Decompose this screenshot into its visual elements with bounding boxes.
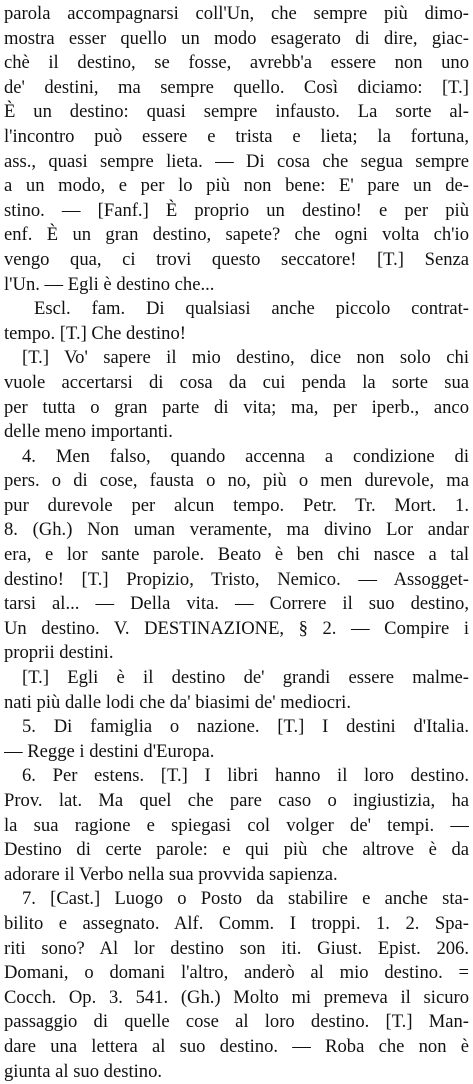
text-line: delle meno importanti.: [4, 421, 173, 443]
text-line: de' destini, ma sempre quello. Così diciamo: [T.]: [4, 76, 469, 98]
text-line: proprii destini.: [4, 642, 114, 664]
text-line: a un modo, e per lo più non bene: E' pare un de-: [4, 175, 469, 197]
text-line: Escl. fam. Di qualsiasi anche piccolo contrat-: [34, 298, 469, 320]
text-line: per tutta o gran parte di vita; ma, per iperb., anco: [4, 396, 469, 418]
text-line: [T.] Vo' sapere il mio destino, dice non solo chi: [22, 347, 469, 369]
text-line: vuole accertarsi di cosa da cui penda la sorte sua: [4, 371, 469, 393]
text-line: tarsi al... — Della vita. — Correre il suo destino,: [4, 593, 469, 615]
text-line: — Regge i destini d'Europa.: [4, 740, 215, 762]
text-line: adorare il Verbo nella sua provvida sapienza.: [4, 863, 338, 885]
text-line: vengo qua, ci trovi questo seccatore! [T.] Senza: [4, 248, 469, 270]
text-line: ass., quasi sempre lieta. — Di cosa che segua sempre: [4, 150, 469, 172]
text-line: l'incontro può essere e trista e lieta; la fortuna,: [4, 125, 469, 147]
text-line: giunta al suo destino.: [4, 1060, 163, 1082]
text-line: parola accompagnarsi coll'Un, che sempre più dimo-: [4, 3, 469, 24]
text-line: 6. Per estens. [T.] I libri hanno il loro destino.: [22, 765, 469, 787]
text-line: Cocch. Op. 3. 541. (Gh.) Molto mi premeva il sicuro: [4, 986, 469, 1008]
text-line: 8. (Gh.) Non uman veramente, ma divino Lor andar: [4, 519, 469, 541]
text-line: pur durevole per alcun tempo. Petr. Tr. Mort. 1.: [4, 494, 469, 516]
text-line: passaggio di quelle cose al loro destino. [T.] Man-: [4, 1011, 469, 1033]
text-line: 4. Men falso, quando accenna a condizione di: [22, 445, 469, 467]
text-line: l'Un. — Egli è destino che...: [4, 273, 215, 295]
dictionary-entry-page: [4, 2, 469, 1082]
text-line: tempo. [T.] Che destino!: [4, 322, 186, 344]
text-line: [T.] Egli è il destino de' grandi essere malme-: [22, 667, 469, 689]
text-line: Un destino. V. DESTINAZIONE, § 2. — Compire i: [4, 617, 469, 639]
text-line: Prov. lat. Ma quel che pare caso o ingiustizia, ha: [4, 790, 469, 811]
text-line: chè il destino, se fosse, avrebb'a essere non uno: [4, 52, 469, 74]
text-line: mostra esser quello un modo esagerato di dire, giac-: [4, 27, 469, 49]
text-line: stino. — [Fanf.] È proprio un destino! e per più: [4, 199, 469, 221]
text-line: riti sono? Al lor destino son iti. Giust. Epist. 206.: [4, 937, 469, 959]
text-line: pers. o di cose, fausta o no, più o men durevole, ma: [4, 470, 469, 492]
text-line: la sua ragione e spiegasi col volger de' tempi. —: [4, 814, 469, 836]
text-line: dare una lettera al suo destino. — Roba che non è: [4, 1035, 469, 1057]
text-line: Destino di certe parole: e qui più che altrove è da: [4, 839, 469, 861]
text-line: 5. Di famiglia o nazione. [T.] I destini d'Italia.: [22, 716, 469, 738]
text-line: 7. [Cast.] Luogo o Posto da stabilire e anche sta-: [22, 888, 469, 910]
text-line: destino! [T.] Propizio, Tristo, Nemico. — Assogget-: [4, 568, 469, 590]
text-line: È un destino: quasi sempre infausto. La sorte al-: [4, 101, 469, 123]
text-line: Domani, o domani l'altro, anderò al mio destino. =: [4, 962, 469, 984]
text-line: era, e lor sante parole. Beato è ben chi nasce a tal: [4, 544, 469, 566]
text-line: nati più dalle lodi che da' biasimi de' mediocri.: [4, 691, 351, 713]
text-line: enf. È un gran destino, sapete? che ogni volta ch'io: [4, 224, 469, 246]
text-line: bilito e assegnato. Alf. Comm. I troppi. 1. 2. Spa-: [4, 912, 469, 934]
